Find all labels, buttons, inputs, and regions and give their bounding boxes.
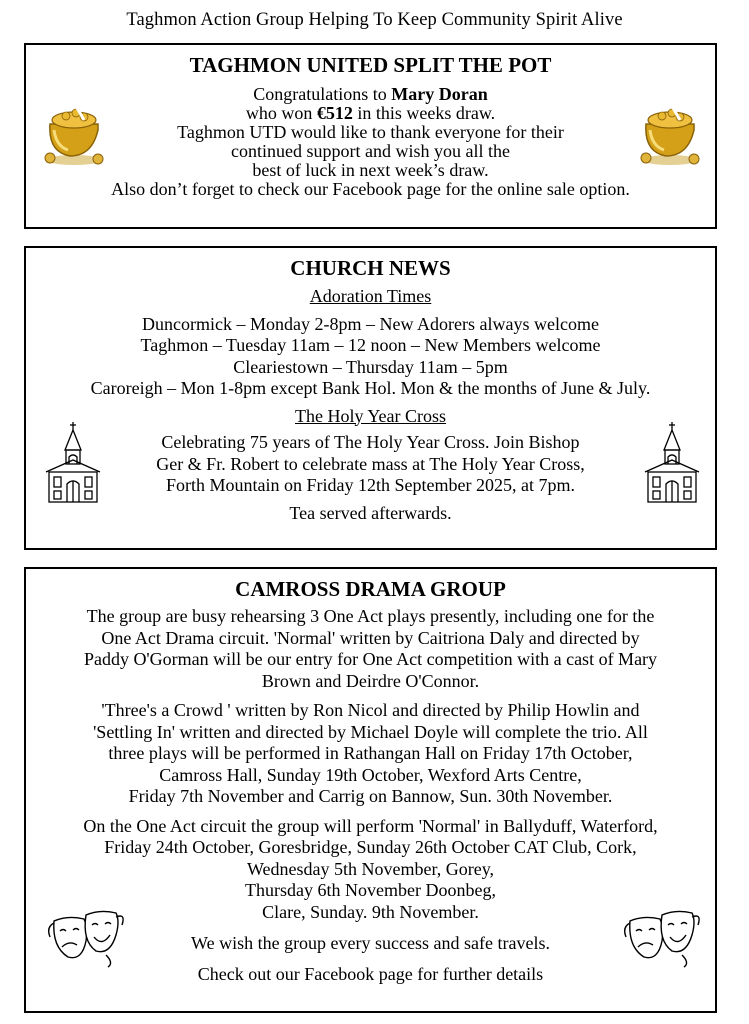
winner-name: Mary Doran [391, 84, 488, 104]
pot-text-line: Also don’t forget to check our Facebook page for the online sale option. [111, 179, 630, 199]
pot-text-line: Taghmon UTD would like to thank everyone for their [177, 122, 564, 142]
drama-section [24, 567, 717, 1013]
adoration-line: Caroreigh – Mon 1-8pm except Bank Hol. Mon & the months of June & July. [90, 378, 651, 398]
drama-line: 'Settling In' written and directed by Michael Doyle will complete the trio. All [93, 721, 648, 742]
adoration-line: Cleariestown – Thursday 11am – 5pm [233, 356, 508, 377]
pot-of-gold-icon [40, 100, 108, 168]
pot-section [24, 43, 717, 229]
pot-of-gold-icon [636, 100, 704, 168]
pot-amount-line: who won €512 in this weeks draw. [245, 103, 496, 123]
drama-line: The group are busy rehearsing 3 One Act plays presently, including one for the [86, 606, 655, 626]
pot-congrats-line: Congratulations to Mary Doran [253, 84, 488, 104]
drama-line: Friday 7th November and Carrig on Bannow, Sun. 30th November. [128, 786, 613, 806]
pot-title: TAGHMON UNITED SPLIT THE POT [189, 53, 552, 77]
drama-facebook-line: Check out our Facebook page for further details [197, 963, 544, 984]
drama-line: Paddy O'Gorman will be our entry for One Act competition with a cast of Mary [83, 649, 658, 669]
drama-line: On the One Act circuit the group will perform 'Normal' in Ballyduff, Waterford, [83, 815, 658, 836]
church-title: CHURCH NEWS [290, 256, 451, 280]
page-tagline: Taghmon Action Group Helping To Keep Community Spirit Alive [126, 10, 623, 30]
cross-heading: The Holy Year Cross [295, 405, 446, 426]
church-section [24, 246, 717, 550]
drama-line: Friday 24th October, Goresbridge, Sunday 26th October CAT Club, Cork, [104, 837, 637, 857]
drama-line: Clare, Sunday. 9th November. [262, 901, 479, 922]
pot-text-line: best of luck in next week’s draw. [252, 160, 489, 180]
drama-line: One Act Drama circuit. 'Normal' written by Caitriona Daly and directed by [101, 627, 640, 648]
drama-line: Brown and Deirdre O'Connor. [261, 670, 480, 691]
adoration-line: Taghmon – Tuesday 11am – 12 noon – New Members welcome [140, 335, 601, 355]
church-icon [643, 420, 701, 504]
drama-line: 'Three's a Crowd ' written by Ron Nicol and directed by Philip Howlin and [101, 700, 640, 720]
pot-text-line: continued support and wish you all the [231, 141, 510, 161]
drama-line: Wednesday 5th November, Gorey, [246, 858, 495, 879]
drama-line: Thursday 6th November Doonbeg, [245, 880, 496, 900]
drama-title: CAMROSS DRAMA GROUP [235, 577, 506, 601]
drama-masks-icon [46, 907, 128, 969]
drama-line: three plays will be performed in Rathangan Hall on Friday 17th October, [108, 743, 633, 763]
church-icon [44, 420, 102, 504]
cross-line: Forth Mountain on Friday 12th September 2025, at 7pm. [166, 475, 575, 495]
drama-line: Camross Hall, Sunday 19th October, Wexford Arts Centre, [159, 764, 582, 785]
adoration-line: Duncormick – Monday 2-8pm – New Adorers always welcome [142, 313, 599, 334]
cross-line: Celebrating 75 years of The Holy Year Cross. Join Bishop [161, 432, 580, 452]
drama-masks-icon [622, 907, 704, 969]
cross-line: Ger & Fr. Robert to celebrate mass at The Holy Year Cross, [156, 453, 585, 474]
adoration-heading: Adoration Times [309, 286, 432, 306]
prize-amount: €512 [316, 103, 353, 123]
drama-wish: We wish the group every success and safe travels. [191, 933, 550, 953]
tea-line: Tea served afterwards. [289, 502, 452, 523]
